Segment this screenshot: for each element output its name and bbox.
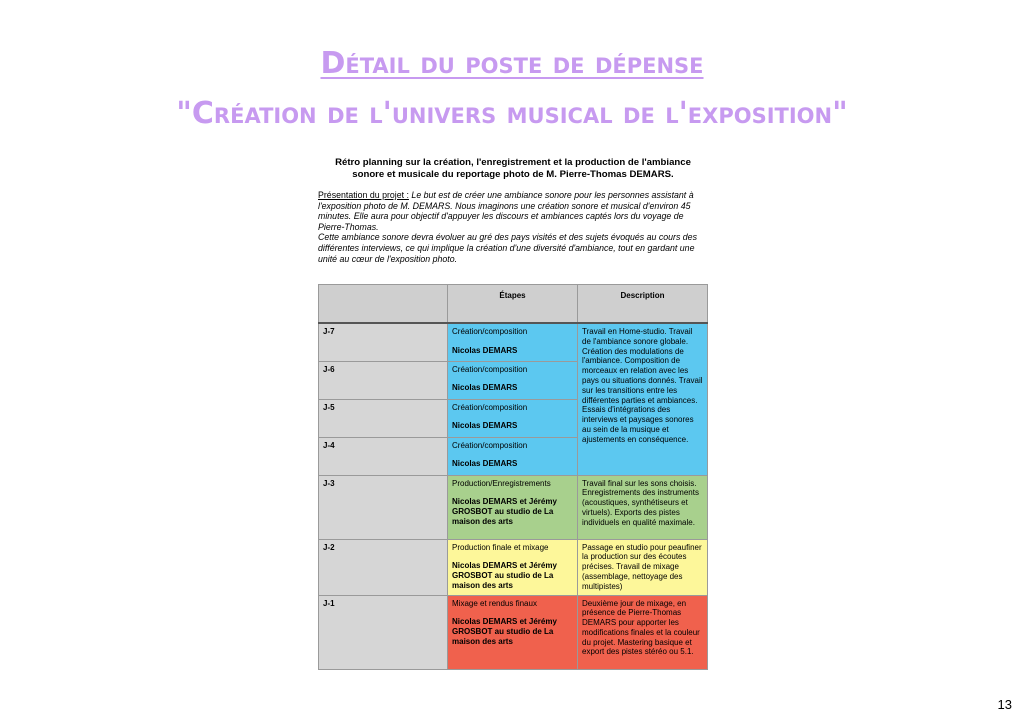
- page-number: 13: [997, 697, 1012, 712]
- step-label: Production finale et mixage: [452, 542, 549, 552]
- description-cell-final-production: Passage en studio pour peaufiner la production sur des écoutes précises. Travail de mixage (assemblage, nettoyage des multipistes): [578, 539, 708, 595]
- step-people: Nicolas DEMARS et Jérémy GROSBOT au studio de La maison des arts: [452, 561, 557, 590]
- description-cell-mixing: Deuxième jour de mixage, en présence de Pierre-Thomas DEMARS pour apporter les modifications finales et la couleur du projet. Mastering basique et export des pistes stéréo ou 5.1.: [578, 595, 708, 669]
- day-cell: J-1: [319, 595, 448, 669]
- presentation-paragraph-2: Cette ambiance sonore devra évoluer au gré des pays visités et des sujets évoqués au cours des différentes interviews, ce qui implique la création d'une diversité d'ambiance, tout en gardant une unité au cœur de l'exposition photo.: [318, 232, 697, 264]
- document-heading: Rétro planning sur la création, l'enregistrement et la production de l'ambiance sonore et musicale du reportage photo de M. Pierre-Thomas DEMARS.: [335, 157, 691, 180]
- day-cell: J-2: [319, 539, 448, 595]
- project-presentation: [318, 190, 710, 264]
- table-row: [319, 539, 708, 595]
- description-cell-creation: Travail en Home-studio. Travail de l'ambiance sonore globale. Création des modulations de l'ambiance. Composition de morceaux en relation avec les pays ou situations donnés. Travail sur les transitions entre les différentes parties et ambiances. Essais d'intégrations des interviews et paysages sonores au sein de la musique et ajustements en conséquence.: [578, 323, 708, 475]
- planning-table: [318, 284, 708, 670]
- step-cell: [448, 323, 578, 361]
- step-label: Création/composition: [452, 364, 528, 374]
- step-label: Mixage et rendus finaux: [452, 598, 537, 608]
- header-cell-day: [319, 285, 448, 324]
- presentation-paragraph-1: Le but est de créer une ambiance sonore pour les personnes assistant à l'exposition photo de M. DEMARS. Nous imaginons une création sonore et musical d'environ 45 minutes. Elle aura pour objectif d'appuyer les discours et ambiances captés lors du voyage de Pierre-Thomas.: [318, 190, 694, 232]
- step-cell: [448, 399, 578, 437]
- day-cell: J-5: [319, 399, 448, 437]
- step-cell: [448, 361, 578, 399]
- page-title: [0, 46, 1024, 81]
- day-cell: J-7: [319, 323, 448, 361]
- header-cell-steps: Étapes: [448, 285, 578, 324]
- step-people: Nicolas DEMARS et Jérémy GROSBOT au studio de La maison des arts: [452, 497, 557, 526]
- step-label: Création/composition: [452, 440, 528, 450]
- day-cell: J-6: [319, 361, 448, 399]
- header-cell-description: Description: [578, 285, 708, 324]
- step-people: Nicolas DEMARS: [452, 459, 518, 469]
- step-people: Nicolas DEMARS: [452, 421, 518, 431]
- step-cell: [448, 437, 578, 475]
- step-label: Création/composition: [452, 402, 528, 412]
- step-people: Nicolas DEMARS et Jérémy GROSBOT au studio de La maison des arts: [452, 617, 557, 646]
- step-label: Production/Enregistrements: [452, 478, 551, 488]
- table-header-row: [319, 285, 708, 324]
- step-people: Nicolas DEMARS: [452, 345, 518, 355]
- presentation-label: Présentation du projet :: [318, 190, 409, 200]
- table-row: [319, 323, 708, 361]
- step-label: Création/composition: [452, 327, 528, 336]
- page-title-text: Détail du poste de dépense: [320, 46, 704, 81]
- page-subtitle: "Création de l'univers musical de l'exposition": [176, 96, 848, 131]
- day-cell: J-4: [319, 437, 448, 475]
- step-people: Nicolas DEMARS: [452, 383, 518, 393]
- step-cell: [448, 475, 578, 539]
- description-cell-production: Travail final sur les sons choisis. Enregistrements des instruments (acoustiques, synthétiseurs et virtuels). Exports des pistes individuels en qualité maximale.: [578, 475, 708, 539]
- table-row: [319, 595, 708, 669]
- step-cell: [448, 539, 578, 595]
- step-cell: [448, 595, 578, 669]
- day-cell: J-3: [319, 475, 448, 539]
- table-row: [319, 475, 708, 539]
